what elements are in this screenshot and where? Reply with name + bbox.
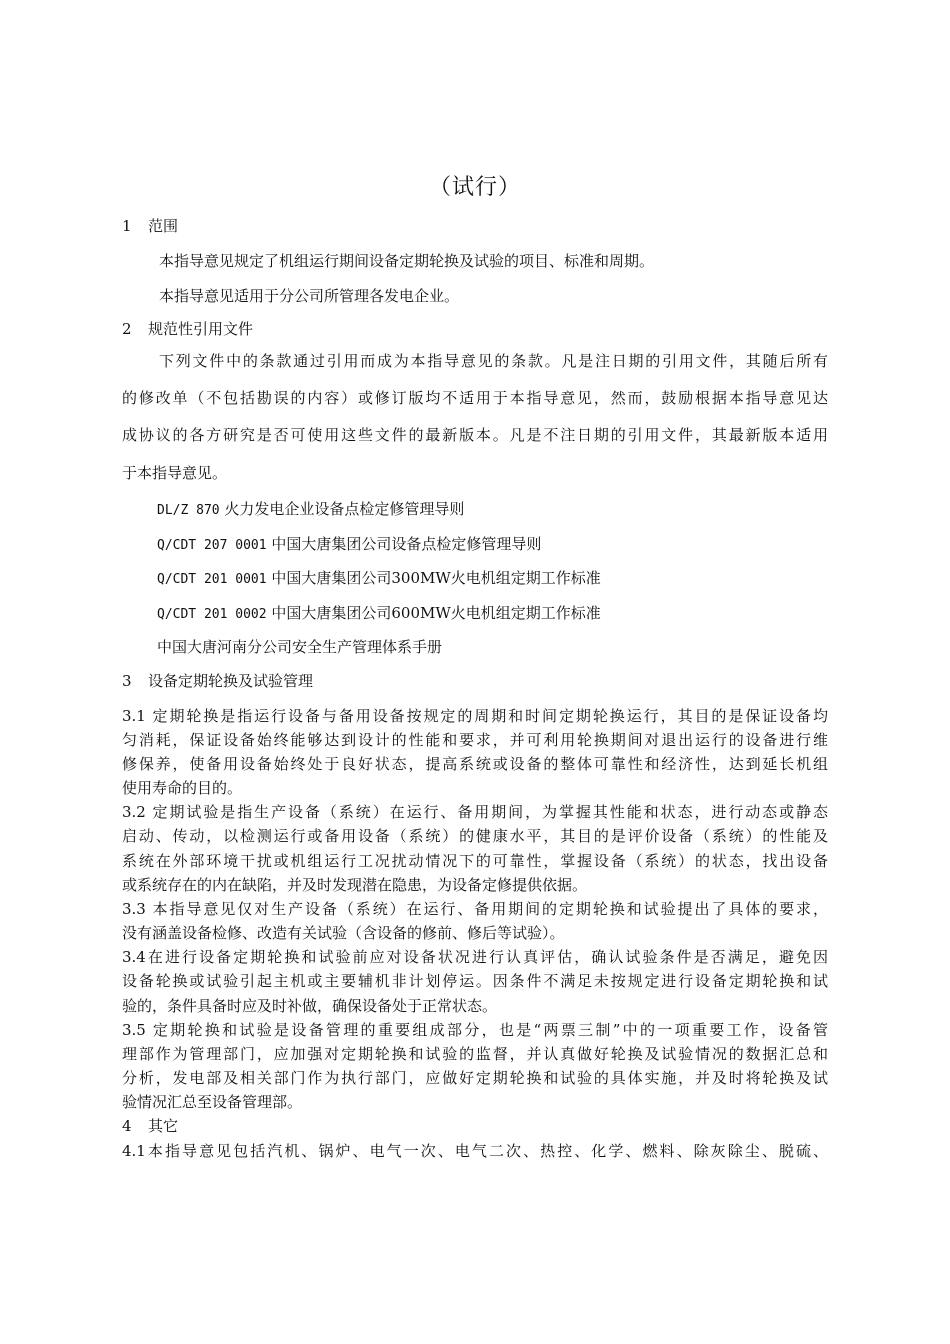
paragraph: 本指导意见适用于分公司所管理各发电企业。 bbox=[159, 287, 460, 305]
paragraph-line: 成协议的各方研究是否可使用这些文件的最新版本。凡是不注日期的引用文件，其最新版本适用 bbox=[122, 426, 828, 444]
section-title: 设备定期轮换及试验管理 bbox=[148, 672, 314, 690]
reference-item: 中国大唐河南分公司安全生产管理体系手册 bbox=[157, 638, 443, 656]
reference-code: DL/Z 870 bbox=[157, 503, 220, 518]
paragraph-line: 3.5 定期轮换和试验是设备管理的重要组成部分，也是“两票三制”中的一项重要工作，设备管 bbox=[122, 1021, 828, 1039]
paragraph-line: 于本指导意见。 bbox=[122, 464, 228, 482]
reference-name: 中国大唐集团公司设备点检定修管理导则 bbox=[271, 535, 542, 553]
reference-code: Q/CDT 201 0002 bbox=[157, 607, 267, 622]
section-4-heading bbox=[122, 1115, 178, 1137]
document-title: （试行） bbox=[428, 175, 521, 200]
paragraph: 本指导意见规定了机组运行期间设备定期轮换及试验的项目、标准和周期。 bbox=[159, 252, 655, 270]
paragraph-line: 系统在外部环境干扰或机组运行工况扰动情况下的可靠性，掌握设备（系统）的状态，找出设备 bbox=[122, 852, 828, 870]
reference-item bbox=[157, 533, 541, 557]
section-2-heading bbox=[122, 318, 253, 340]
reference-code: Q/CDT 201 0001 bbox=[157, 572, 267, 587]
section-1-heading bbox=[122, 215, 178, 237]
reference-item bbox=[157, 498, 464, 522]
section-title: 规范性引用文件 bbox=[148, 320, 254, 338]
section-number: 4 bbox=[122, 1117, 132, 1135]
paragraph-line: 下列文件中的条款通过引用而成为本指导意见的条款。凡是注日期的引用文件，其随后所有 bbox=[159, 352, 828, 370]
section-title: 范围 bbox=[148, 217, 179, 235]
paragraph-line: 分析，发电部及相关部门作为执行部门，应做好定期轮换和试验的具体实施，并及时将轮换及试 bbox=[122, 1069, 828, 1087]
paragraph-line: 的修改单（不包括勘误的内容）或修订版均不适用于本指导意见，然而，鼓励根据本指导意见达 bbox=[122, 389, 828, 407]
paragraph-line: 使用寿命的目的。 bbox=[122, 779, 243, 797]
paragraph-line: 3.1 定期轮换是指运行设备与备用设备按规定的周期和时间定期轮换运行，其目的是保证设备均 bbox=[122, 707, 828, 725]
reference-item bbox=[157, 602, 601, 626]
paragraph-line: 3.4在进行设备定期轮换和试验前应对设备状况进行认真评估，确认试验条件是否满足，避免因 bbox=[122, 948, 828, 966]
reference-item bbox=[157, 567, 601, 591]
reference-name: 中国大唐集团公司300MW火电机组定期工作标准 bbox=[271, 569, 601, 587]
paragraph-line: 没有涵盖设备检修、改造有关试验（含设备的修前、修后等试验）。 bbox=[122, 924, 565, 942]
paragraph-line: 匀消耗，保证设备始终能够达到设计的性能和要求，并可利用轮换期间对退出运行的设备进行维 bbox=[122, 731, 828, 749]
paragraph-line: 4.1本指导意见包括汽机、锅炉、电气一次、电气二次、热控、化学、燃料、除灰除尘、脱硫、 bbox=[122, 1142, 828, 1160]
section-3-heading bbox=[122, 670, 313, 692]
paragraph-line: 设备轮换或试验引起主机或主要辅机非计划停运。因条件不满足未按规定进行设备定期轮换和试 bbox=[122, 972, 828, 990]
paragraph-line: 或系统存在的内在缺陷，并及时发现潜在隐患，为设备定修提供依据。 bbox=[122, 876, 588, 894]
section-number: 1 bbox=[122, 217, 132, 235]
paragraph-line: 验情况汇总至设备管理部。 bbox=[122, 1093, 303, 1111]
reference-name: 火力发电企业设备点检定修管理导则 bbox=[224, 500, 465, 518]
section-number: 2 bbox=[122, 320, 132, 338]
paragraph-line: 3.3 本指导意见仅对生产设备（系统）在运行、备用期间的定期轮换和试验提出了具体的要求， bbox=[122, 900, 828, 918]
reference-code: Q/CDT 207 0001 bbox=[157, 538, 267, 553]
paragraph-line: 修保养，使备用设备始终处于良好状态，提高系统或设备的整体可靠性和经济性，达到延长机组 bbox=[122, 755, 828, 773]
paragraph-line: 理部作为管理部门，应加强对定期轮换和试验的监督，并认真做好轮换及试验情况的数据汇总和 bbox=[122, 1045, 828, 1063]
reference-name: 中国大唐集团公司600MW火电机组定期工作标准 bbox=[271, 604, 601, 622]
section-number: 3 bbox=[122, 672, 132, 690]
section-title: 其它 bbox=[148, 1117, 179, 1135]
paragraph-line: 启动、传动，以检测运行或备用设备（系统）的健康水平，其目的是评价设备（系统）的性能及 bbox=[122, 827, 828, 845]
paragraph-line: 验的，条件具备时应及时补做，确保设备处于正常状态。 bbox=[122, 997, 498, 1015]
paragraph-line: 3.2 定期试验是指生产设备（系统）在运行、备用期间，为掌握其性能和状态，进行动态或静态 bbox=[122, 803, 828, 821]
